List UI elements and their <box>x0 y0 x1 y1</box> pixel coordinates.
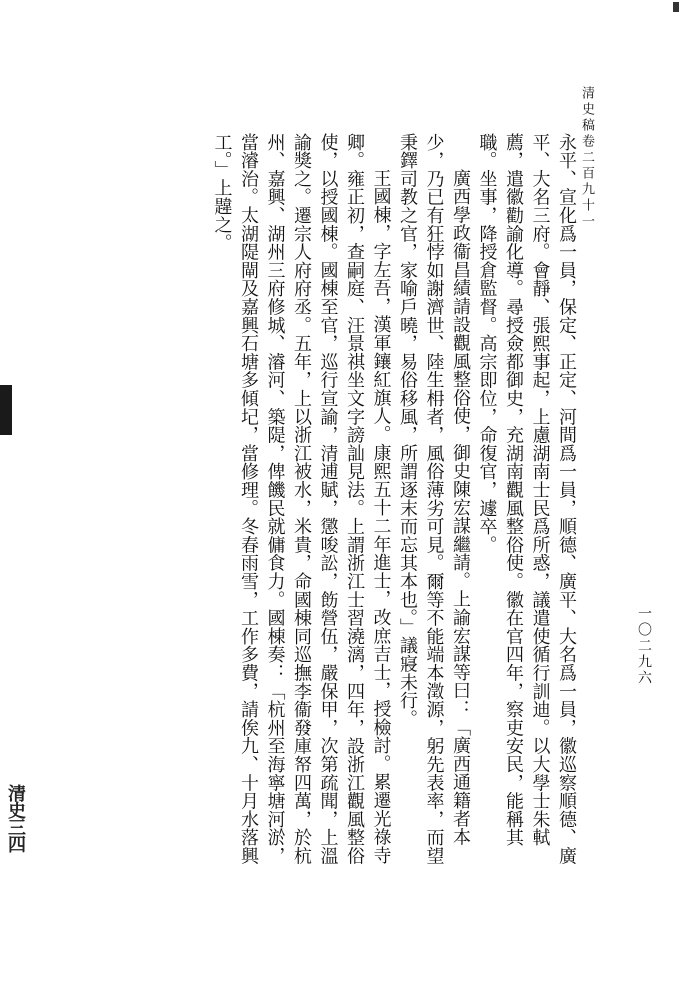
edge-label: 清史三四 <box>5 784 26 852</box>
page-number: 一〇二九六 <box>636 606 652 686</box>
binding-edge-mark <box>0 385 12 435</box>
scan-corner-mark <box>673 2 679 12</box>
running-title: 清史稿卷二百九十一 <box>579 86 594 230</box>
paragraph-2: 廣西學政衞昌績請設觀風整俗使，御史陳宏謀繼請。上諭宏謀等曰：「廣西通籍者本少，乃已有狂悖如謝濟世、陸生枏者，風俗薄劣可見。爾等不能端本澂源，躬先表率，而望秉鐸司教之官，家喻戶曉，易俗移風，所謂逐末而忘其本也。」議寢未行。 <box>397 133 471 865</box>
paragraph-1: 永平、宣化爲一員，保定、正定、河間爲一員，順德、廣平、大名爲一員，徽巡察順德、廣平、大名三府。會靜、張熙事起，上慮湖南士民爲所惑，議遣使循行訓迪。以大學士朱軾薦，遣徽勸諭化導。尋授僉都御史，充湖南觀風整俗使。徽在官四年，察吏安民，能稱其職。坐事，降授倉監督。高宗即位，命復官，遽卒。 <box>476 133 577 865</box>
paragraph-3: 王國棟，字左吾，漢軍鑲紅旗人。康熙五十二年進士，改庶吉士，授檢討。累遷光祿寺卿。雍正初，查嗣庭、汪景祺坐文字謗訕見法。上謂浙江士習澆漓，四年，設浙江觀風整俗使，以授國棟。國棟至官，巡行宣諭，清逋賦，懲唆訟，飭營伍，嚴保甲，次第疏聞，上溫諭獎之。遷宗人府府丞。五年，上以浙江被水，米貴，命國棟同巡撫李衞發庫帑四萬，於杭州、嘉興、湖州三府修城、濬河、築隄，俾饑民就傭食力。國棟奏：「杭州至海寧塘河淤，當濬治。太湖隄閘及嘉興石塘多傾圮，當修理。冬春雨雪，工作多費，請俟九、十月水落興工。」上韙之。 <box>211 133 392 865</box>
body-text <box>126 133 579 875</box>
